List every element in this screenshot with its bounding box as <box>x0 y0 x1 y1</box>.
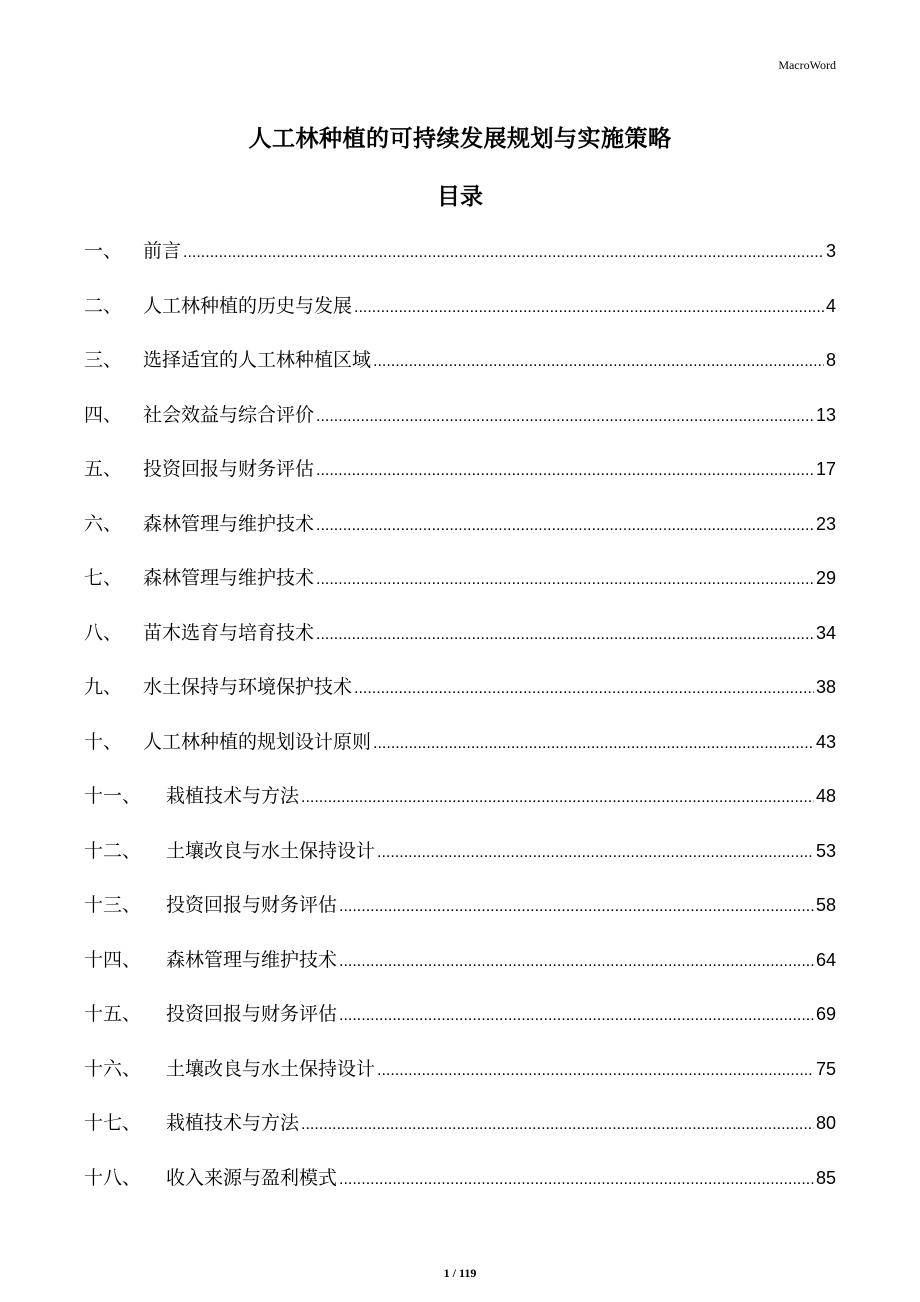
toc-entry-number: 十三、 <box>84 894 142 916</box>
toc-dot-leader <box>316 608 814 663</box>
toc-entry-label: 人工林种植的历史与发展 <box>143 294 353 317</box>
toc-entry-page: 85 <box>815 1167 836 1188</box>
toc-entry-label: 投资回报与财务评估 <box>166 894 338 916</box>
toc-entry-number: 十五、 <box>84 1003 142 1025</box>
toc-entry-page: 64 <box>815 949 836 970</box>
toc-entry-number: 十七、 <box>84 1112 142 1134</box>
document-title: 人工林种植的可持续发展规划与实施策略 <box>248 126 672 152</box>
toc-dot-leader <box>301 771 814 826</box>
toc-entry-label: 栽植技术与方法 <box>166 785 300 807</box>
table-of-contents <box>84 224 836 1205</box>
toc-dot-leader <box>301 1098 814 1153</box>
toc-entry[interactable] <box>84 769 836 824</box>
toc-entry[interactable] <box>84 333 836 388</box>
toc-dot-leader <box>354 281 824 336</box>
toc-entry[interactable] <box>84 279 836 334</box>
toc-entry-number: 六、 <box>84 512 123 535</box>
toc-entry-label: 投资回报与财务评估 <box>166 1003 338 1025</box>
toc-entry[interactable] <box>84 551 836 606</box>
toc-entry-label: 森林管理与维护技术 <box>143 567 315 589</box>
toc-entry[interactable] <box>84 388 836 443</box>
toc-entry-page: 4 <box>825 295 836 316</box>
toc-entry-page: 13 <box>815 404 836 425</box>
toc-entry[interactable] <box>84 1151 836 1206</box>
toc-entry[interactable] <box>84 224 836 279</box>
toc-entry-page: 69 <box>815 1004 836 1024</box>
toc-entry-number: 三、 <box>84 349 123 371</box>
toc-entry-label: 社会效益与综合评价 <box>143 403 315 426</box>
toc-dot-leader <box>316 499 814 554</box>
toc-entry-label: 选择适宜的人工林种植区域 <box>143 349 372 371</box>
toc-entry-label: 前言 <box>143 240 182 262</box>
toc-entry-page: 58 <box>815 895 836 915</box>
toc-entry-page: 80 <box>815 1113 836 1133</box>
toc-dot-leader <box>316 444 814 499</box>
page-indicator: 1 / 119 <box>443 1266 477 1280</box>
toc-entry[interactable] <box>84 824 836 879</box>
toc-entry-number: 四、 <box>84 403 123 426</box>
toc-dot-leader <box>316 390 814 445</box>
header-brand-mark: MacroWord <box>778 58 836 72</box>
toc-entry[interactable] <box>84 660 836 715</box>
toc-entry-number: 五、 <box>84 458 123 480</box>
toc-dot-leader <box>354 662 814 717</box>
toc-entry-number: 十八、 <box>84 1166 142 1189</box>
toc-entry-number: 十、 <box>84 730 123 753</box>
toc-entry-label: 投资回报与财务评估 <box>143 458 315 480</box>
toc-entry-page: 23 <box>815 513 836 534</box>
toc-entry-label: 土壤改良与水土保持设计 <box>166 839 376 862</box>
toc-dot-leader <box>339 989 814 1044</box>
toc-entry-number: 十四、 <box>84 948 142 971</box>
toc-entry-page: 34 <box>815 622 836 643</box>
toc-dot-leader <box>316 553 814 608</box>
toc-entry-label: 水土保持与环境保护技术 <box>143 676 353 698</box>
toc-dot-leader <box>373 717 814 772</box>
toc-entry-page: 29 <box>815 568 836 588</box>
toc-entry-number: 八、 <box>84 621 123 644</box>
toc-dot-leader <box>339 880 814 935</box>
toc-dot-leader <box>373 335 824 390</box>
toc-entry-label: 人工林种植的规划设计原则 <box>143 730 372 753</box>
toc-entry-label: 收入来源与盈利模式 <box>166 1166 338 1189</box>
toc-entry-page: 3 <box>825 241 836 261</box>
toc-entry-page: 53 <box>815 840 836 861</box>
toc-entry-number: 十六、 <box>84 1057 142 1080</box>
toc-entry-number: 九、 <box>84 676 123 698</box>
toc-entry[interactable] <box>84 878 836 933</box>
toc-dot-leader <box>377 1044 814 1099</box>
toc-entry-label: 栽植技术与方法 <box>166 1112 300 1134</box>
toc-entry-label: 土壤改良与水土保持设计 <box>166 1057 376 1080</box>
toc-entry-number: 七、 <box>84 567 123 589</box>
toc-dot-leader <box>339 935 814 990</box>
toc-entry[interactable] <box>84 933 836 988</box>
toc-entry[interactable] <box>84 1096 836 1151</box>
toc-entry[interactable] <box>84 442 836 497</box>
toc-entry-page: 17 <box>815 459 836 479</box>
toc-dot-leader <box>377 826 814 881</box>
toc-entry-page: 75 <box>815 1058 836 1079</box>
toc-dot-leader <box>339 1153 814 1208</box>
toc-entry[interactable] <box>84 987 836 1042</box>
toc-entry-number: 一、 <box>84 240 123 262</box>
toc-entry[interactable] <box>84 606 836 661</box>
toc-entry-page: 48 <box>815 786 836 806</box>
toc-entry[interactable] <box>84 1042 836 1097</box>
toc-entry-page: 38 <box>815 677 836 697</box>
toc-entry-number: 二、 <box>84 294 123 317</box>
toc-entry-number: 十二、 <box>84 839 142 862</box>
toc-heading: 目录 <box>437 184 483 210</box>
toc-entry-page: 8 <box>825 350 836 370</box>
toc-dot-leader <box>183 226 824 281</box>
toc-entry[interactable] <box>84 715 836 770</box>
toc-entry-label: 苗木选育与培育技术 <box>143 621 315 644</box>
toc-entry-label: 森林管理与维护技术 <box>166 948 338 971</box>
toc-entry-page: 43 <box>815 731 836 752</box>
toc-entry-label: 森林管理与维护技术 <box>143 512 315 535</box>
toc-entry-number: 十一、 <box>84 785 142 807</box>
toc-entry[interactable] <box>84 497 836 552</box>
